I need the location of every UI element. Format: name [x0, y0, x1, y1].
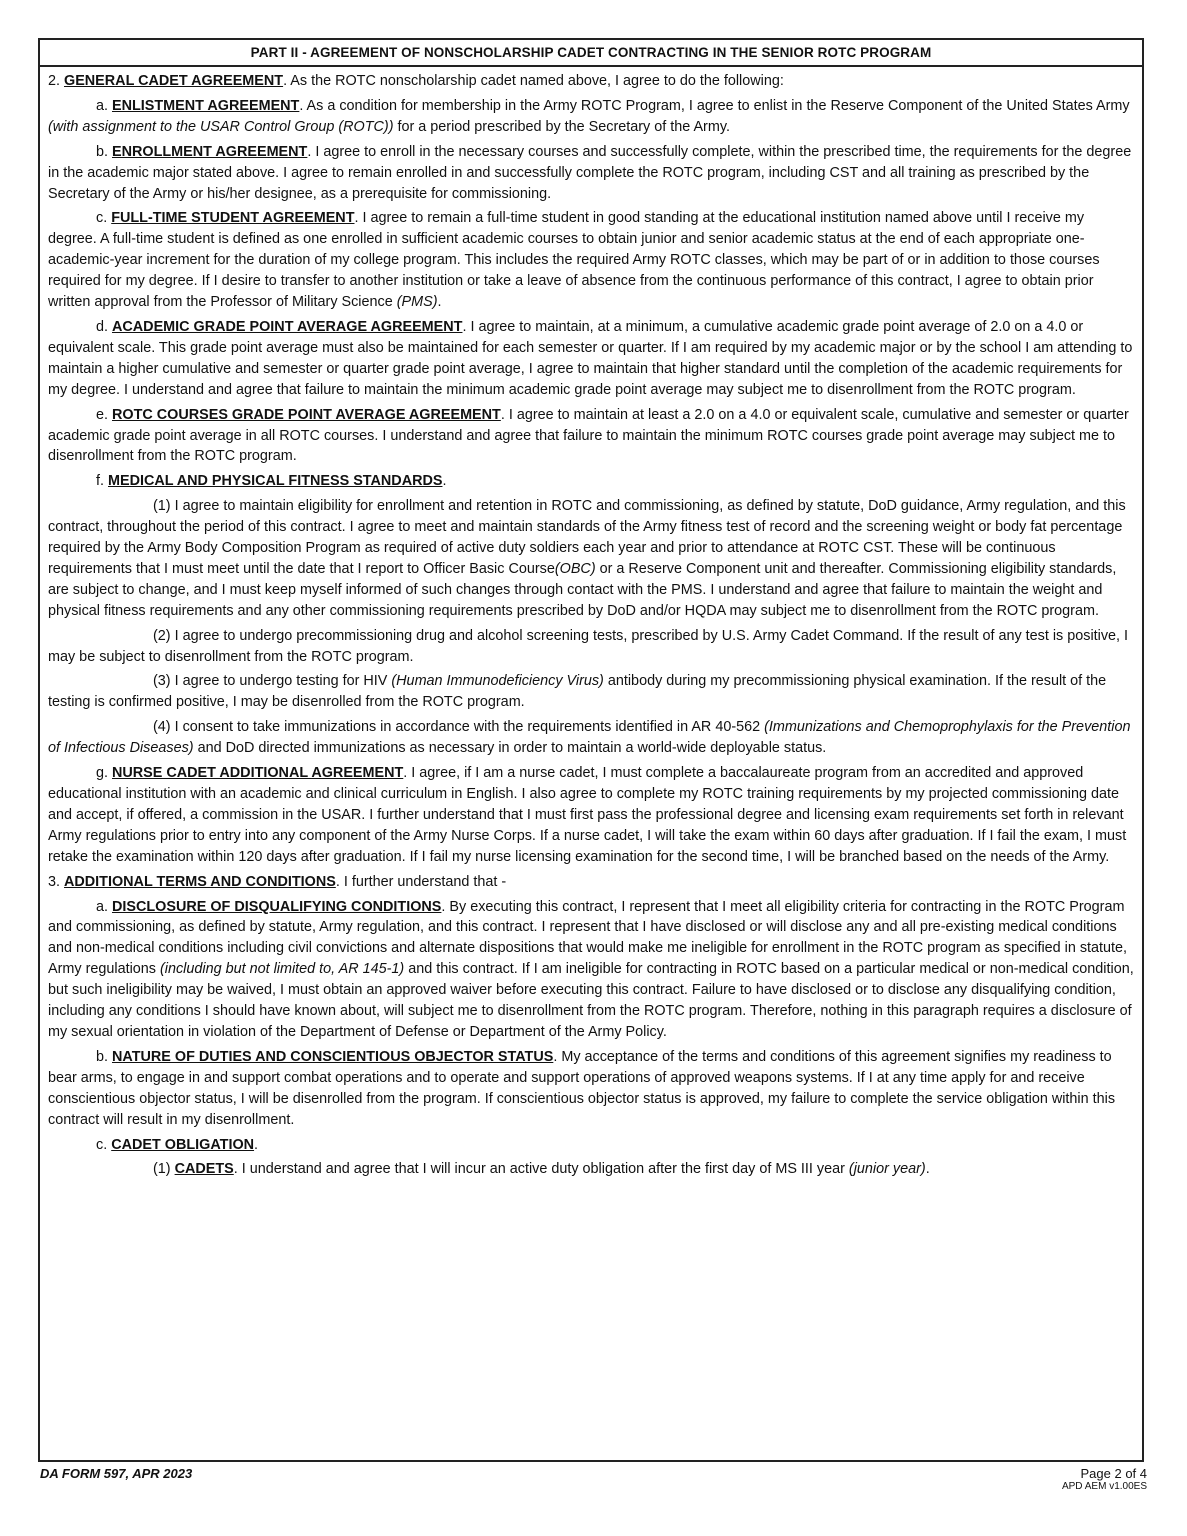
- section-2-general-cadet-agreement: [48, 71, 1134, 92]
- paragraph-italic: (including but not limited to, AR 145-1): [159, 961, 405, 978]
- section-3-additional-terms: [48, 872, 1134, 893]
- paragraph-heading: FULL-TIME STUDENT AGREEMENT: [111, 210, 355, 227]
- paragraph-3a-disclosure: [48, 897, 1134, 1043]
- paragraph-text: .: [442, 473, 447, 490]
- paragraph-italic: (with assignment to the USAR Control Group (ROTC)): [48, 118, 394, 135]
- section-heading: GENERAL CADET AGREEMENT: [64, 73, 284, 89]
- paragraph-b-enrollment: [48, 142, 1134, 205]
- paragraph-label: e.: [96, 406, 112, 423]
- paragraph-heading: NATURE OF DUTIES AND CONSCIENTIOUS OBJECTOR STATUS: [112, 1048, 554, 1065]
- paragraph-g-nurse-cadet: [48, 763, 1134, 868]
- subparagraph-f2-drug-screening: [48, 626, 1134, 668]
- paragraph-label: (1): [153, 1161, 175, 1178]
- paragraph-text: (4) I consent to take immunizations in accordance with the requirements identified in AR 40-562: [153, 719, 765, 736]
- paragraph-text: .: [254, 1136, 259, 1153]
- paragraph-a-enlistment: [48, 96, 1134, 138]
- paragraph-text: . I agree to maintain, at a minimum, a cumulative academic grade point average of 2.0 on a 4.0 or equivalent scale. This grade point average must also be maintained for each semester or quarter. If I am required by my academic major or by the school I am attending to maintain a higher cumulative and semester or quarter grade point average, I agree to maintain that higher standard until the completion of the academic requirements for my degree. I understand and agree that failure to maintain the minimum academic grade point average may subject me to disenrollment from the ROTC program.: [48, 318, 1133, 398]
- paragraph-text: (2) I agree to undergo precommissioning drug and alcohol screening tests, prescribed by U.S. Army Cadet Command. If the result of any test is positive, I may be subject to disenrollment from the ROTC program.: [48, 627, 1129, 665]
- paragraph-label: g.: [96, 765, 112, 782]
- paragraph-text: . My acceptance of the terms and conditions of this agreement signifies my readiness to bear arms, to engage in and support combat operations and to operate and support operations of approved weapons systems. If I at any time apply for and receive conscientious objector status, I will be disenrolled from the program. If conscientious objector status is approved, my failure to complete the service obligation within this contract will result in my disenrollment.: [48, 1048, 1116, 1128]
- paragraph-italic: (Human Immunodeficiency Virus): [391, 673, 604, 690]
- paragraph-heading: ENROLLMENT AGREEMENT: [112, 143, 308, 160]
- paragraph-text: antibody during my precommissioning physical examination. If the result of the testing is confirmed positive, I may be disenrolled from the ROTC program.: [48, 673, 1107, 711]
- paragraph-label: c.: [96, 1136, 112, 1153]
- section-heading: ADDITIONAL TERMS AND CONDITIONS: [64, 873, 336, 890]
- form-part-ii: [38, 38, 1144, 1462]
- paragraph-text: . I agree to maintain at least a 2.0 on a 4.0 or equivalent scale, cumulative and semester or quarter academic grade point average in all ROTC courses. I understand and agree that failure to maintain the minimum ROTC courses grade point average may subject me to disenrollment from the ROTC program.: [48, 406, 1129, 465]
- paragraph-italic: (junior year): [848, 1161, 926, 1178]
- page-number: Page 2 of 4: [1080, 1466, 1147, 1481]
- paragraph-label: a.: [96, 898, 112, 915]
- paragraph-text: .: [925, 1161, 930, 1178]
- paragraph-3b-conscientious-objector: [48, 1047, 1134, 1131]
- paragraph-text: . I agree, if I am a nurse cadet, I must complete a baccalaureate program from an accredited and approved educational institution with an academic and clinical curriculum in English. I also agree to complete my ROTC training requirements by my projected commissioning date and accept, if offered, a commission in the USAR. I further understand that I must first pass the professional degree and licensing exam requirements set forth in relevant Army regulations prior to entry into any component of the Army Nurse Corps. If a nurse cadet, I will take the exam within 60 days after graduation. If I fail the exam, I must retake the examination within 120 days after graduation. If I fail my nurse licensing examination for the second time, I will be branched based on the needs of the Army.: [48, 765, 1127, 865]
- paragraph-text: . As a condition for membership in the Army ROTC Program, I agree to enlist in the Reserve Component of the United States Army: [299, 97, 1130, 114]
- agreement-content: [40, 67, 1142, 1180]
- paragraph-heading: ENLISTMENT AGREEMENT: [112, 97, 300, 114]
- form-identifier: DA FORM 597, APR 2023: [40, 1466, 193, 1481]
- paragraph-heading: ACADEMIC GRADE POINT AVERAGE AGREEMENT: [112, 318, 463, 335]
- paragraph-label: a.: [96, 97, 112, 114]
- paragraph-italic: (OBC): [554, 560, 596, 577]
- paragraph-text: (1) I agree to maintain eligibility for enrollment and retention in ROTC and commissioning, as defined by statute, DoD guidance, Army regulation, and this contract, throughout the period of this contract. I agree to meet and maintain standards of the Army fitness test of record and the screening weight or body fat percentage required by the Army Body Composition Program as required of active duty soldiers each year and prior to attendance at ROTC CST. These will be continuous requirements that I must meet until the date that I report to Officer Basic Course: [48, 498, 1126, 577]
- section-number: 2.: [48, 73, 64, 89]
- paragraph-e-rotc-gpa: [48, 405, 1134, 468]
- paragraph-text: . I understand and agree that I will incur an active duty obligation after the first day of MS III year: [233, 1161, 849, 1178]
- paragraph-label: c.: [96, 210, 112, 227]
- paragraph-heading: NURSE CADET ADDITIONAL AGREEMENT: [112, 765, 404, 782]
- paragraph-label: d.: [96, 318, 112, 335]
- form-version: APD AEM v1.00ES: [1061, 1481, 1147, 1492]
- paragraph-d-academic-gpa: [48, 317, 1134, 401]
- paragraph-heading: CADET OBLIGATION: [111, 1136, 255, 1153]
- paragraph-text: .: [437, 294, 442, 311]
- paragraph-text: . I agree to remain a full-time student in good standing at the educational institution named above until I receive my degree. A full-time student is defined as one enrolled in sufficient academic courses to obtain junior and senior academic status at the end of each appropriate one-academic-year increment for the duration of my college program. This includes the required Army ROTC classes, which may be part of or in addition to those courses required for my degree. If I desire to transfer to another institution or take a leave of absence from the continuous performance of this contract, I agree to obtain prior written approval from the Professor of Military Science: [48, 210, 1100, 311]
- paragraph-c-full-time-student: [48, 208, 1134, 313]
- paragraph-heading: DISCLOSURE OF DISQUALIFYING CONDITIONS: [112, 898, 442, 915]
- subparagraph-f1-eligibility: [48, 496, 1134, 621]
- paragraph-label: b.: [96, 143, 112, 160]
- subparagraph-f3-hiv-testing: [48, 671, 1134, 713]
- part-header: PART II - AGREEMENT OF NONSCHOLARSHIP CADET CONTRACTING IN THE SENIOR ROTC PROGRAM: [40, 40, 1142, 67]
- paragraph-text: or a Reserve Component unit and thereafter. Commissioning eligibility standards, are subject to change, and I must keep myself informed of such changes through contact with the PMS. I understand and agree that failure to maintain the weight and physical fitness requirements and any other commissioning requirements prescribed by DoD and/or HQDA may subject me to disenrollment from the ROTC program.: [48, 560, 1117, 619]
- paragraph-label: b.: [96, 1048, 112, 1065]
- paragraph-text: for a period prescribed by the Secretary of the Army.: [393, 118, 730, 135]
- paragraph-heading: CADETS: [174, 1161, 234, 1178]
- paragraph-italic: (Immunizations and Chemoprophylaxis for the Prevention of Infectious Diseases): [48, 719, 1131, 757]
- subparagraph-3c1-cadets: [48, 1159, 1134, 1180]
- paragraph-heading: ROTC COURSES GRADE POINT AVERAGE AGREEMENT: [112, 406, 501, 423]
- section-text: . As the ROTC nonscholarship cadet named above, I agree to do the following:: [283, 73, 784, 89]
- paragraph-text: (3) I agree to undergo testing for HIV: [153, 673, 392, 690]
- paragraph-text: . By executing this contract, I represent that I meet all eligibility criteria for contracting in the ROTC Program and commissioning, as defined by statute, Army regulation, and this contract. I represent that I have disclosed or will disclose any and all pre-existing medical conditions and non-medical conditions including civil convictions and alternate dispositions that would make me ineligible for enrollment in the ROTC program as specified in statute, Army regulations: [48, 898, 1128, 978]
- paragraph-f-medical-fitness: [48, 471, 1134, 492]
- paragraph-text: and this contract. If I am ineligible for contracting in ROTC based on a particular medical or non-medical condition, but such ineligibility may be waived, I must obtain an approved waiver before executing this contract. Failure to have disclosed or to disclose any disqualifying condition, including any conditions I should have known about, will subject me to disenrollment from the ROTC program. Therefore, nothing in this paragraph requires a disclosure of my sexual orientation in violation of the Department of Defense or Department of the Army Policy.: [48, 961, 1134, 1040]
- paragraph-text: and DoD directed immunizations as necessary in order to maintain a world-wide deployable status.: [193, 740, 827, 757]
- paragraph-italic: (PMS): [396, 294, 438, 311]
- paragraph-heading: MEDICAL AND PHYSICAL FITNESS STANDARDS: [108, 473, 443, 490]
- paragraph-label: f.: [96, 473, 108, 490]
- section-number: 3.: [48, 873, 64, 890]
- paragraph-text: . I agree to enroll in the necessary courses and successfully complete, within the prescribed time, the requirements for the degree in the academic major stated above. I agree to remain enrolled in and successfully complete the ROTC program, including CST and all training as prescribed by the Secretary of the Army or his/her designee, as a prerequisite for commissioning.: [48, 143, 1132, 202]
- page-info: [1062, 1466, 1147, 1492]
- subparagraph-f4-immunizations: [48, 717, 1134, 759]
- section-text: . I further understand that -: [335, 873, 507, 890]
- paragraph-3c-cadet-obligation: [48, 1135, 1134, 1156]
